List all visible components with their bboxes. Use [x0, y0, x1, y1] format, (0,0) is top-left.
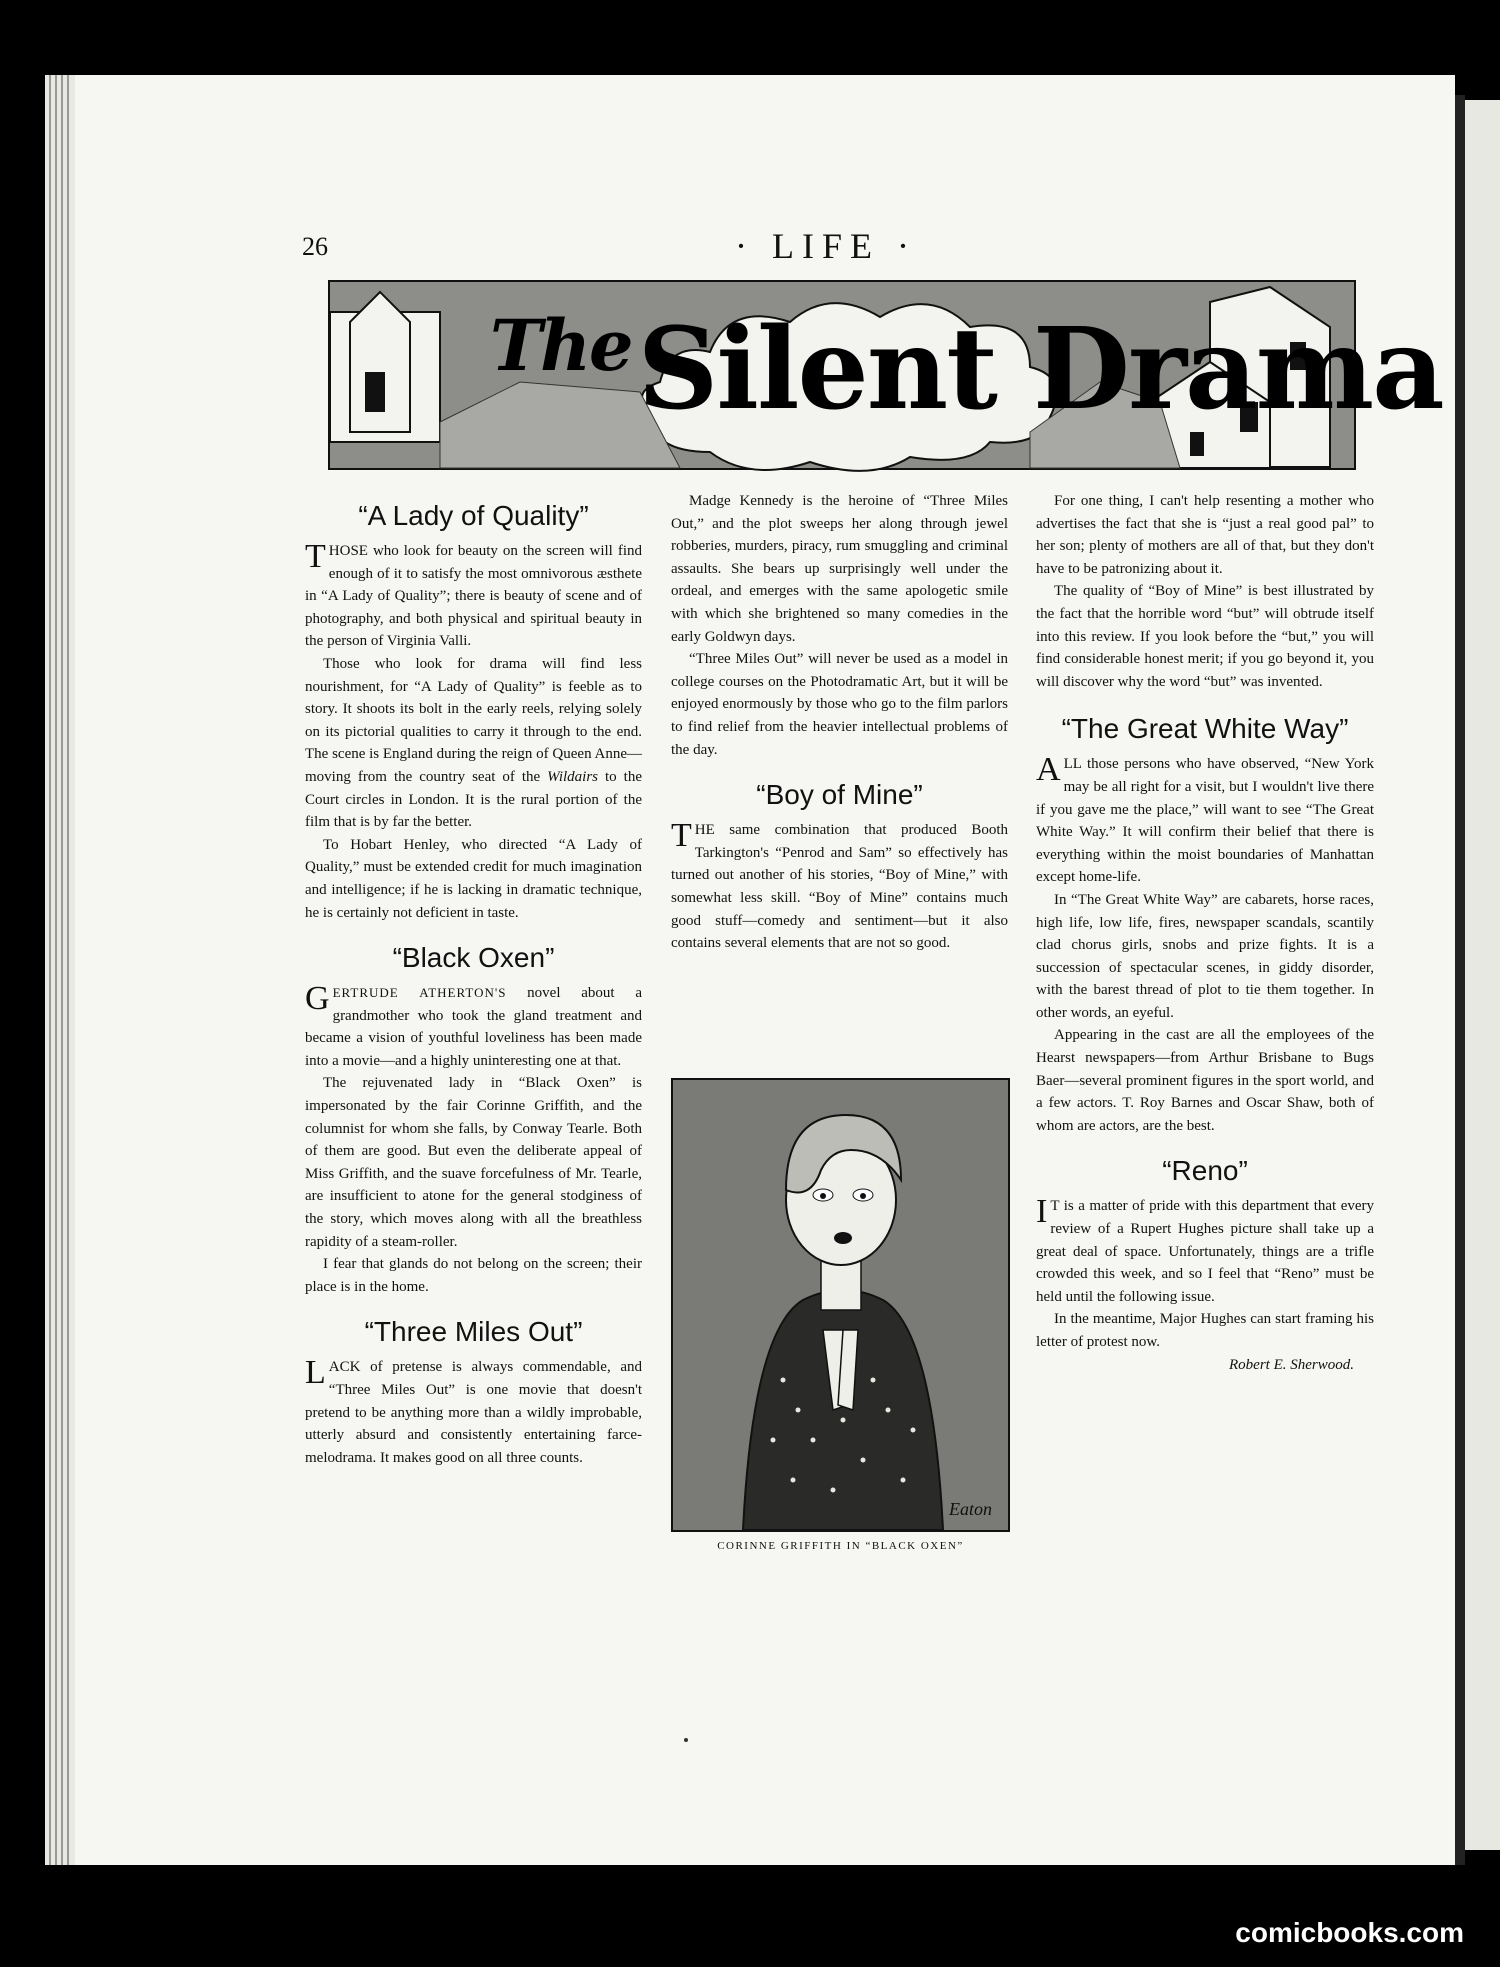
column-2	[671, 490, 1008, 955]
reno-dropcap: I	[1036, 1193, 1048, 1231]
book-gutter	[1455, 95, 1465, 1865]
miles-dropcap: L	[305, 1354, 326, 1392]
oxen-paragraph-1: GERTRUDE ATHERTON'S novel about a grandmother who took the gland treatment and became a vision of youthful loveliness has been made into a movie—and a highly uninteresting one at that.	[305, 980, 642, 1069]
page-edge-stack	[45, 75, 75, 1865]
illustration-block	[671, 1060, 1010, 1552]
column-3	[1036, 490, 1374, 1376]
reno-paragraph-1: I T is a matter of pride with this department that every review of a Rupert Hughes picture shall take up a great deal of space. Unfortunately, things are a trifle crowded this week, and so I feel that “Reno” must be held until the following issue.	[1036, 1193, 1374, 1305]
white-paragraph-2: In “The Great White Way” are cabarets, horse races, high life, low life, fires, newspaper scandals, scantily clad chorus girls, snobs and prize fights. It is a succession of spectacular scenes, in giddy disorder, with the barest thread of plot to tie them together. In other words, an eyeful.	[1036, 891, 1374, 1021]
lady-paragraph-2: Those who look for drama will find less nourishment, for “A Lady of Quality” is feeble as to story. It shoots its bolt in the early reels, relying solely on its pictorial qualities to carry it through to the end. The scene is England during the reign of Queen Anne—moving from the country seat of the Wildairs to the Court circles in London. It is the rural portion of the film that is by far the better.	[305, 655, 642, 831]
illustration-caption: CORINNE GRIFFITH IN “BLACK OXEN”	[717, 1540, 964, 1552]
boy-paragraph-1: THE same combination that produced Booth Tarkington's “Penrod and Sam” so effectively has turned out another of his stories, “Boy of Mine,” with somewhat less skill. “Boy of Mine” contains much good stuff—comedy and sentiment—but it also contains several elements that are not so good.	[671, 817, 1008, 952]
corinne-griffith-illustration	[671, 1078, 1010, 1532]
page-mark	[684, 1738, 688, 1742]
page-number: 26	[302, 232, 328, 261]
oxen-paragraph-2: The rejuvenated lady in “Black Oxen” is impersonated by the fair Corinne Griffith, and the columnist for whom she falls, by Conway Tearle. Both of them are good. But even the deliberate appeal of Miss Griffith, and the suave forcefulness of Mr. Tearle, are insufficient to atone for the general stodginess of the story, which moves along with all the breathless rapidity of a steam-roller.	[305, 1075, 642, 1250]
boy-paragraph-3: The quality of “Boy of Mine” is best illustrated by the fact that the horrible word “but” will obtrude itself into this review. If you look before the “but,” you will find considerable honest merit; if you go beyond it, you will discover why the word “but” was invented.	[1036, 583, 1374, 690]
heading-boy-of-mine: “Boy of Mine”	[756, 779, 923, 811]
reno-paragraph-2: In the meantime, Major Hughes can start framing his letter of protest now.	[1036, 1311, 1374, 1350]
heading-three-miles-out: “Three Miles Out”	[364, 1316, 583, 1348]
lady-paragraph-3: To Hobart Henley, who directed “A Lady of Quality,” must be extended credit for much imagination and intelligence; if he is lacking in dramatic technique, he is certainly not deficient in taste.	[305, 836, 642, 921]
author-signature: Robert E. Sherwood.	[1229, 1356, 1354, 1373]
miles-paragraph-2: Madge Kennedy is the heroine of “Three Miles Out,” and the plot sweeps her along through jewel robberies, murders, piracy, rum smuggling and criminal assaults. She bears up surprisingly well under the ordeal, and emerges with the same apologetic smile with which she brightened so many comedies in the early Goldwyn days.	[671, 493, 1008, 645]
banner-title-prefix: The	[490, 304, 632, 387]
running-head: · LIFE ·	[735, 226, 917, 266]
facing-page-edge	[1465, 100, 1500, 1850]
column-1	[305, 490, 642, 1469]
oxen-paragraph-3: I fear that glands do not belong on the screen; their place is in the home.	[305, 1256, 642, 1295]
lady-dropcap: T	[305, 538, 326, 575]
white-dropcap: A	[1036, 751, 1061, 789]
banner-title-main: Silent Drama	[637, 304, 1443, 435]
white-paragraph-1: ALL those persons who have observed, “New York may be all right for a visit, but I wouldn't live there if you gave me the place,” will want to see “The Great White Way.” It will confirm their belief that there is everything within the moist boundaries of Manhattan except home-life.	[1036, 751, 1374, 886]
artist-signature: Eaton	[949, 1499, 992, 1519]
white-paragraph-3: Appearing in the cast are all the employees of the Hearst newspapers—from Arthur Brisbane to Bugs Baer—several prominent figures in the sport world, and a few actors. T. Roy Barnes and Oscar Shaw, both of whom are actors, are the best.	[1036, 1027, 1374, 1134]
boy-paragraph-2: For one thing, I can't help resenting a mother who advertises the fact that she is “just a real good pal” to her son; plenty of mothers are all of that, but they don't have to be patronizing about it.	[1036, 493, 1374, 577]
heading-reno: “Reno”	[1162, 1155, 1248, 1187]
miles-paragraph-3: “Three Miles Out” will never be used as a model in college courses on the Photodramatic Art, but it will be enjoyed enormously by those who go to the film parlors to find relief from the heavier intellectual problems of the day.	[671, 651, 1008, 758]
watermark: comicbooks.com	[1235, 1917, 1464, 1948]
lady-paragraph-1: THOSE who look for beauty on the screen will find enough of it to satisfy the most omnivorous æsthete in “A Lady of Quality”; there is beauty of scene and of photography, and both physical and spiritual beauty in the person of Virginia Valli.	[305, 538, 642, 650]
oxen-dropcap: G	[305, 980, 330, 1018]
heading-lady-of-quality: “A Lady of Quality”	[358, 500, 589, 531]
portrait-drawing	[673, 1080, 1008, 1530]
heading-black-oxen: “Black Oxen”	[392, 942, 555, 974]
miles-paragraph-1: LACK of pretense is always commendable, and “Three Miles Out” is one movie that doesn't pretend to be anything more than a wildly improbable, utterly absurd and consistently entertaining farce-melodrama. It makes good on all three counts.	[305, 1354, 642, 1466]
banner-title	[490, 304, 1443, 435]
title-banner	[328, 280, 1443, 470]
heading-great-white-way: “The Great White Way”	[1061, 713, 1349, 745]
boy-dropcap: T	[671, 817, 692, 855]
